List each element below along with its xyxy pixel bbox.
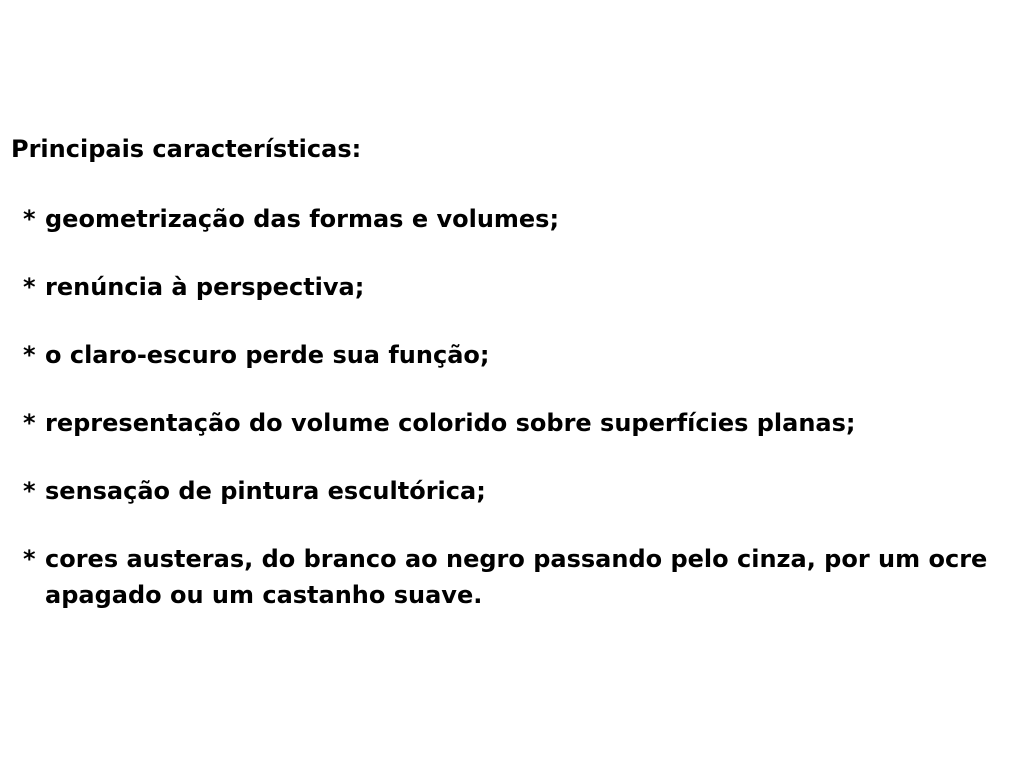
bullet-text: o claro-escuro perde sua função; — [45, 341, 490, 369]
bullet-item — [23, 337, 1013, 373]
bullet-text: cores austeras, do branco ao negro passando pelo cinza, por um ocre apagado ou um castanho suave. — [45, 545, 988, 609]
bullet-marker: * — [23, 545, 36, 573]
bullet-text: representação do volume colorido sobre superfícies planas; — [45, 409, 856, 437]
bullet-item — [23, 269, 1013, 305]
bullet-list — [23, 201, 1013, 613]
bullet-text: geometrização das formas e volumes; — [45, 205, 560, 233]
bullet-item — [23, 541, 1013, 613]
bullet-marker: * — [23, 477, 36, 505]
bullet-item — [23, 405, 1013, 441]
slide-heading: Principais características: — [11, 135, 362, 163]
bullet-marker: * — [23, 205, 36, 233]
bullet-item — [23, 473, 1013, 509]
bullet-text: renúncia à perspectiva; — [45, 273, 365, 301]
bullet-marker: * — [23, 409, 36, 437]
bullet-item — [23, 201, 1013, 237]
bullet-marker: * — [23, 341, 36, 369]
bullet-marker: * — [23, 273, 36, 301]
bullet-text: sensação de pintura escultórica; — [45, 477, 486, 505]
